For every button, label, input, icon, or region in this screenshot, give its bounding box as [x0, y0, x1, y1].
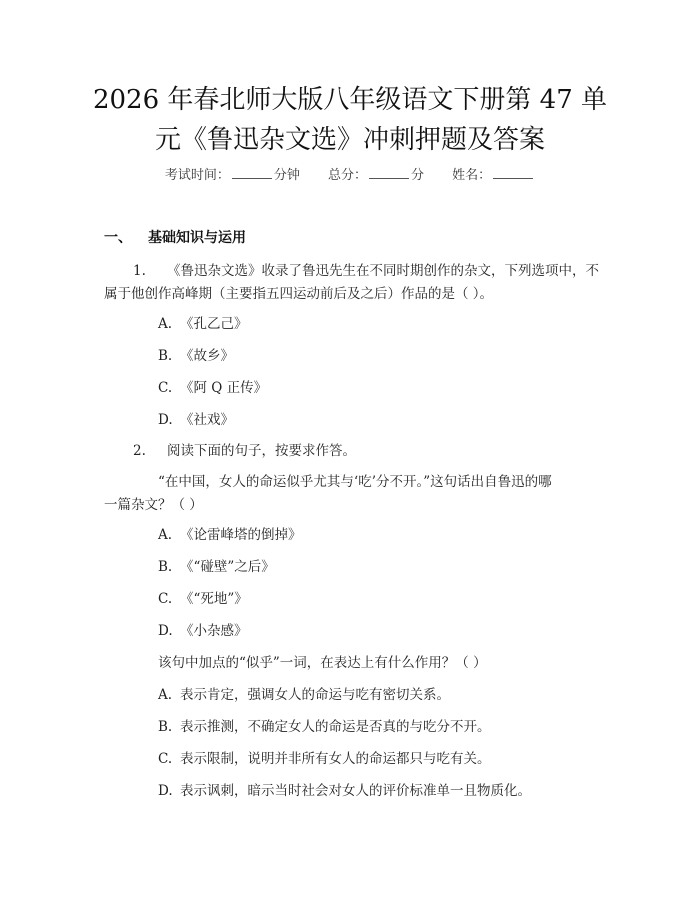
- q2-sub-option-a-letter: A.: [158, 687, 173, 703]
- q1-option-d: [158, 410, 234, 430]
- q2-sub-option-d-letter: D.: [158, 783, 173, 799]
- student-name-label: 姓名：: [452, 168, 492, 183]
- section-heading: [104, 228, 246, 248]
- q1-option-a-text: 《孔乙己》: [180, 316, 248, 332]
- document-title: [80, 80, 620, 160]
- student-name-blank[interactable]: [493, 166, 533, 179]
- q1-option-d-letter: D.: [158, 412, 173, 428]
- exam-time-field: [165, 168, 300, 183]
- exam-time-blank[interactable]: [232, 166, 272, 179]
- q2-option-c-text: 《“死地”》: [180, 591, 248, 607]
- total-score-unit: 分: [411, 168, 425, 183]
- q2-sub-option-a: [158, 685, 450, 705]
- q2-number: 2.: [133, 443, 146, 459]
- q2-option-d-text: 《小杂感》: [180, 623, 248, 639]
- q2-sub-option-b: [158, 717, 491, 737]
- q2-sub-question: 该句中加点的“似乎”一词，在表达上有什么作用？（ ）: [158, 655, 487, 671]
- section-number: 一、: [104, 230, 132, 246]
- total-score-blank[interactable]: [369, 166, 409, 179]
- q2-option-d: [158, 621, 248, 641]
- q1-option-a: [158, 314, 248, 334]
- q1-option-d-text: 《社戏》: [180, 412, 234, 428]
- q1-option-c-letter: C.: [158, 380, 173, 396]
- q2-option-d-letter: D.: [158, 623, 173, 639]
- q1-option-c-text: 《阿 Q 正传》: [180, 380, 268, 396]
- q2-quote-line-2: 一篇杂文？（ ）: [104, 497, 203, 513]
- q2-option-b-letter: B.: [158, 559, 173, 575]
- q2-option-c: [158, 589, 248, 609]
- q2-sub-option-b-text: 表示推测，不确定女人的命运是否真的与吃分不开。: [180, 719, 491, 735]
- q1-option-b-text: 《故乡》: [180, 348, 234, 364]
- exam-time-unit: 分钟: [273, 168, 300, 183]
- q2-sub-option-a-text: 表示肯定，强调女人的命运与吃有密切关系。: [180, 687, 450, 703]
- q1-stem-line-2: 属于他创作高峰期（主要指五四运动前后及之后）作品的是（ ）。: [104, 286, 494, 302]
- q1-option-a-letter: A.: [158, 316, 173, 332]
- q2-sub-option-c-letter: C.: [158, 751, 173, 767]
- q1-stem-text-1: 《鲁迅杂文选》收录了鲁迅先生在不同时期创作的杂文，下列选项中，不: [167, 263, 599, 279]
- section-title: 基础知识与运用: [148, 230, 246, 246]
- q2-quote-line-1: “在中国，女人的命运似乎尤其与‘吃’分不开。”这句话出自鲁迅的哪: [158, 474, 552, 490]
- q1-number: 1.: [133, 263, 146, 279]
- q2-option-b-text: 《“碰壁”之后》: [180, 559, 275, 575]
- q2-option-c-letter: C.: [158, 591, 173, 607]
- q2-stem: [133, 441, 356, 461]
- q2-sub-option-b-letter: B.: [158, 719, 173, 735]
- exam-time-label: 考试时间：: [164, 168, 230, 183]
- student-name-field: [452, 168, 535, 183]
- exam-info-row: [0, 166, 700, 186]
- title-line-1: 2026 年春北师大版八年级语文下册第 47 单: [92, 85, 608, 115]
- q2-option-a-letter: A.: [158, 527, 173, 543]
- q1-option-c: [158, 378, 267, 398]
- q1-stem-line-1: [133, 261, 599, 281]
- q2-stem-text: 阅读下面的句子，按要求作答。: [167, 443, 356, 459]
- q1-option-b: [158, 346, 234, 366]
- total-score-label: 总分：: [327, 168, 367, 183]
- total-score-field: [328, 168, 424, 183]
- q2-sub-option-c: [158, 749, 491, 769]
- title-line-2: 元《鲁迅杂文选》冲刺押题及答案: [154, 125, 545, 155]
- q2-option-b: [158, 557, 275, 577]
- q2-sub-option-c-text: 表示限制，说明并非所有女人的命运都只与吃有关。: [180, 751, 491, 767]
- q2-sub-option-d: [158, 781, 531, 801]
- q2-sub-option-d-text: 表示讽刺，暗示当时社会对女人的评价标准单一且物质化。: [180, 783, 531, 799]
- q2-option-a: [158, 525, 302, 545]
- q1-option-b-letter: B.: [158, 348, 173, 364]
- q2-option-a-text: 《论雷峰塔的倒掉》: [180, 527, 302, 543]
